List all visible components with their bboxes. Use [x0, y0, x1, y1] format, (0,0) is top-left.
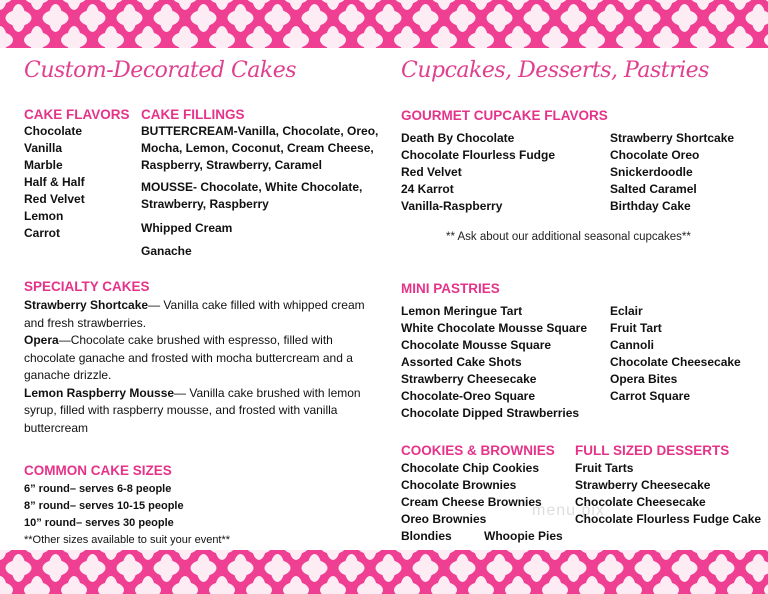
pattern-tile	[12, 554, 26, 582]
pattern-tile	[604, 4, 618, 32]
pattern-tile	[437, 576, 451, 594]
pattern-tile	[764, 0, 768, 4]
pattern-tile	[30, 550, 44, 560]
ganache-filling: Ganache	[141, 244, 192, 258]
pattern-tile	[456, 554, 470, 582]
pattern-tile	[215, 576, 229, 594]
pattern-tile	[234, 554, 248, 582]
pattern-tile	[511, 576, 525, 594]
pattern-tile	[326, 550, 340, 560]
pattern-tile	[49, 4, 63, 32]
specialty-cakes-text	[24, 297, 374, 437]
list-item: Fruit Tarts	[575, 461, 634, 475]
cupcakes-title: Cupcakes, Desserts, Pastries	[401, 58, 709, 83]
pattern-tile	[289, 0, 303, 10]
whoopie-pies-item: Whoopie Pies	[484, 529, 563, 543]
pattern-tile	[437, 0, 451, 10]
pattern-tile	[641, 554, 655, 582]
list-item: Lemon Meringue Tart	[401, 304, 523, 318]
bottom-pattern-band	[0, 550, 768, 594]
pattern-tile	[715, 4, 729, 32]
pattern-tile	[696, 576, 710, 594]
pattern-tile	[382, 4, 396, 32]
pattern-tile	[511, 26, 525, 48]
list-item: Death By Chocolate	[401, 131, 515, 145]
list-item: Chocolate Cheesecake	[610, 355, 741, 369]
pattern-tile	[511, 0, 525, 10]
pattern-tile	[567, 4, 581, 32]
watermark: menu pix	[532, 502, 605, 519]
list-item: Chocolate Chip Cookies	[401, 461, 540, 475]
pattern-tile	[733, 576, 747, 594]
pattern-tile	[530, 554, 544, 582]
pattern-tile	[289, 550, 303, 560]
list-item: Snickerdoodle	[610, 165, 693, 179]
pattern-tile	[234, 4, 248, 32]
pattern-tile	[0, 576, 7, 594]
list-item: Carrot	[24, 226, 61, 240]
pattern-tile	[548, 576, 562, 594]
pattern-tile	[585, 0, 599, 10]
pattern-tile	[437, 550, 451, 560]
top-pattern-band	[0, 0, 768, 48]
pattern-tile	[104, 26, 118, 48]
pattern-tile	[178, 0, 192, 10]
pattern-tile	[30, 0, 44, 10]
list-item: Chocolate Cheesecake	[575, 495, 706, 509]
pattern-tile	[326, 26, 340, 48]
pattern-tile	[30, 576, 44, 594]
pattern-tile	[474, 26, 488, 48]
pattern-tile	[326, 576, 340, 594]
list-item: Chocolate Flourless Fudge Cake	[575, 512, 762, 526]
list-item: 8” round– serves 10-15 people	[24, 500, 184, 512]
pattern-tile	[733, 550, 747, 560]
pattern-tile	[86, 4, 100, 32]
pattern-tile	[252, 576, 266, 594]
list-item: Vanilla	[24, 141, 63, 155]
list-item: Lemon	[24, 209, 64, 223]
pattern-tile	[271, 554, 285, 582]
pattern-tile	[752, 554, 766, 582]
pattern-tile	[345, 554, 359, 582]
whipped-cream-filling: Whipped Cream	[141, 221, 233, 235]
pattern-tile	[400, 576, 414, 594]
pattern-tile	[141, 0, 155, 10]
list-item: Chocolate Flourless Fudge	[401, 148, 556, 162]
pattern-tile	[178, 550, 192, 560]
cake-flavors-heading: CAKE FLAVORS	[24, 107, 130, 122]
cake-flavors-list	[24, 123, 85, 242]
list-item: Salted Caramel	[610, 182, 697, 196]
pattern-tile	[659, 576, 673, 594]
list-item: Half & Half	[24, 175, 85, 189]
pattern-tile	[67, 550, 81, 560]
pattern-tile	[178, 576, 192, 594]
pattern-tile	[604, 554, 618, 582]
list-item: Birthday Cake	[610, 199, 691, 213]
pattern-tile	[308, 4, 322, 32]
pattern-tile	[678, 554, 692, 582]
specialty-cakes-heading: SPECIALTY CAKES	[24, 279, 150, 294]
pattern-tile	[0, 550, 7, 560]
pattern-tile	[764, 582, 768, 594]
pattern-tile	[733, 26, 747, 48]
pattern-tile	[160, 4, 174, 32]
list-item: 24 Karrot	[401, 182, 454, 196]
mini-pastries-col1	[401, 303, 587, 422]
list-item: Oreo Brownies	[401, 512, 487, 526]
pattern-tile	[585, 26, 599, 48]
cookies-brownies-heading: COOKIES & BROWNIES	[401, 443, 555, 458]
quatrefoil-pattern	[0, 0, 768, 48]
pattern-tile	[752, 4, 766, 32]
list-item: 10” round– serves 30 people	[24, 517, 174, 529]
pattern-tile	[622, 550, 636, 560]
pattern-tile	[67, 576, 81, 594]
pattern-tile	[474, 0, 488, 10]
pattern-tile	[474, 550, 488, 560]
specialty-item: Opera—Chocolate cake brushed with espresso, filled with chocolate ganache and frosted with mocha buttercream and a ganache drizzle.	[24, 333, 353, 382]
pattern-tile	[659, 550, 673, 560]
pattern-tile	[345, 4, 359, 32]
list-item: White Chocolate Mousse Square	[401, 321, 588, 335]
pattern-tile	[400, 0, 414, 10]
pattern-tile	[363, 550, 377, 560]
pattern-tile	[696, 26, 710, 48]
list-item: Cream Cheese Brownies	[401, 495, 542, 509]
custom-cakes-title: Custom-Decorated Cakes	[24, 58, 297, 83]
pattern-tile	[363, 26, 377, 48]
list-item: 6” round– serves 6-8 people	[24, 483, 172, 495]
list-item: Vanilla-Raspberry	[401, 199, 503, 213]
pattern-tile	[493, 4, 507, 32]
quatrefoil-pattern	[0, 550, 768, 594]
pattern-tile	[659, 0, 673, 10]
pattern-tile	[197, 4, 211, 32]
pattern-tile	[548, 0, 562, 10]
pattern-tile	[123, 4, 137, 32]
pattern-tile	[49, 554, 63, 582]
pattern-tile	[548, 26, 562, 48]
pattern-tile	[197, 554, 211, 582]
specialty-item: Lemon Raspberry Mousse— Vanilla cake brushed with lemon syrup, filled with raspberry mousse, and frosted with vanilla buttercream	[24, 385, 361, 435]
pattern-tile	[678, 4, 692, 32]
mini-pastries-col2	[610, 303, 741, 405]
list-item: Red Velvet	[401, 165, 462, 179]
pattern-tile	[419, 4, 433, 32]
pattern-tile	[474, 576, 488, 594]
pattern-tile	[30, 26, 44, 48]
pattern-tile	[382, 554, 396, 582]
pattern-tile	[400, 26, 414, 48]
list-item: Chocolate Brownies	[401, 478, 517, 492]
specialty-item: Strawberry Shortcake— Vanilla cake filled with whipped cream and fresh strawberries.	[24, 298, 365, 330]
pattern-tile	[659, 26, 673, 48]
pattern-tile	[0, 0, 7, 10]
list-item: Assorted Cake Shots	[401, 355, 522, 369]
pattern-tile	[696, 550, 710, 560]
pattern-tile	[622, 0, 636, 10]
pattern-tile	[0, 26, 7, 48]
pattern-tile	[511, 550, 525, 560]
pattern-tile	[104, 550, 118, 560]
cake-sizes-heading: COMMON CAKE SIZES	[24, 463, 172, 478]
mini-pastries-heading: MINI PASTRIES	[401, 281, 500, 296]
mousse-fillings: MOUSSE- Chocolate, White Chocolate, Strawberry, Raspberry	[141, 180, 363, 211]
sizes-note: **Other sizes available to suit your event**	[24, 534, 231, 546]
pattern-tile	[493, 554, 507, 582]
pattern-tile	[104, 0, 118, 10]
full-sized-desserts-heading: FULL SIZED DESSERTS	[575, 443, 730, 458]
pattern-tile	[696, 0, 710, 10]
cupcake-flavors-col1	[401, 130, 555, 215]
pattern-tile	[622, 576, 636, 594]
pattern-tile	[271, 4, 285, 32]
list-item: Fruit Tart	[610, 321, 662, 335]
pattern-tile	[363, 576, 377, 594]
pattern-tile	[308, 554, 322, 582]
pattern-tile	[764, 32, 768, 48]
pattern-tile	[548, 550, 562, 560]
pattern-tile	[12, 4, 26, 32]
buttercream-fillings: BUTTERCREAM-Vanilla, Chocolate, Oreo, Mocha, Lemon, Coconut, Cream Cheese, Raspberry, Strawberry, Caramel	[141, 124, 379, 172]
list-item: Strawberry Cheesecake	[401, 372, 537, 386]
pattern-tile	[252, 0, 266, 10]
pattern-tile	[530, 4, 544, 32]
pattern-tile	[326, 0, 340, 10]
list-item: Opera Bites	[610, 372, 678, 386]
seasonal-cupcakes-note: ** Ask about our additional seasonal cupcakes**	[446, 231, 691, 243]
pattern-tile	[456, 4, 470, 32]
list-item: Chocolate-Oreo Square	[401, 389, 536, 403]
pattern-tile	[764, 550, 768, 554]
pattern-tile	[215, 550, 229, 560]
pattern-tile	[622, 26, 636, 48]
list-item: Blondies	[401, 529, 452, 543]
pattern-tile	[141, 26, 155, 48]
list-item: Cannoli	[610, 338, 654, 352]
cupcake-flavors-heading: GOURMET CUPCAKE FLAVORS	[401, 108, 608, 123]
pattern-tile	[215, 0, 229, 10]
pattern-tile	[437, 26, 451, 48]
pattern-tile	[567, 554, 581, 582]
cake-fillings-heading: CAKE FILLINGS	[141, 107, 245, 122]
list-item: Carrot Square	[610, 389, 691, 403]
list-item: Red Velvet	[24, 192, 85, 206]
list-item: Strawberry Shortcake	[610, 131, 735, 145]
pattern-tile	[215, 26, 229, 48]
pattern-tile	[67, 26, 81, 48]
list-item: Chocolate Oreo	[610, 148, 700, 162]
pattern-tile	[160, 554, 174, 582]
pattern-tile	[104, 576, 118, 594]
pattern-tile	[733, 0, 747, 10]
pattern-tile	[67, 0, 81, 10]
pattern-tile	[585, 550, 599, 560]
pattern-tile	[141, 576, 155, 594]
list-item: Marble	[24, 158, 63, 172]
pattern-tile	[178, 26, 192, 48]
pattern-tile	[363, 0, 377, 10]
list-item: Chocolate	[24, 124, 83, 138]
list-item: Chocolate Dipped Strawberries	[401, 406, 580, 420]
pattern-tile	[585, 576, 599, 594]
pattern-tile	[123, 554, 137, 582]
list-item: Eclair	[610, 304, 643, 318]
pattern-tile	[86, 554, 100, 582]
list-item: Chocolate Mousse Square	[401, 338, 552, 352]
pattern-tile	[419, 554, 433, 582]
pattern-tile	[289, 576, 303, 594]
cake-sizes-list	[24, 481, 230, 549]
pattern-tile	[252, 550, 266, 560]
pattern-tile	[252, 26, 266, 48]
pattern-tile	[141, 550, 155, 560]
pattern-tile	[289, 26, 303, 48]
list-item: Strawberry Cheesecake	[575, 478, 711, 492]
pattern-tile	[400, 550, 414, 560]
pattern-tile	[641, 4, 655, 32]
cupcake-flavors-col2	[610, 130, 734, 215]
pattern-tile	[715, 554, 729, 582]
